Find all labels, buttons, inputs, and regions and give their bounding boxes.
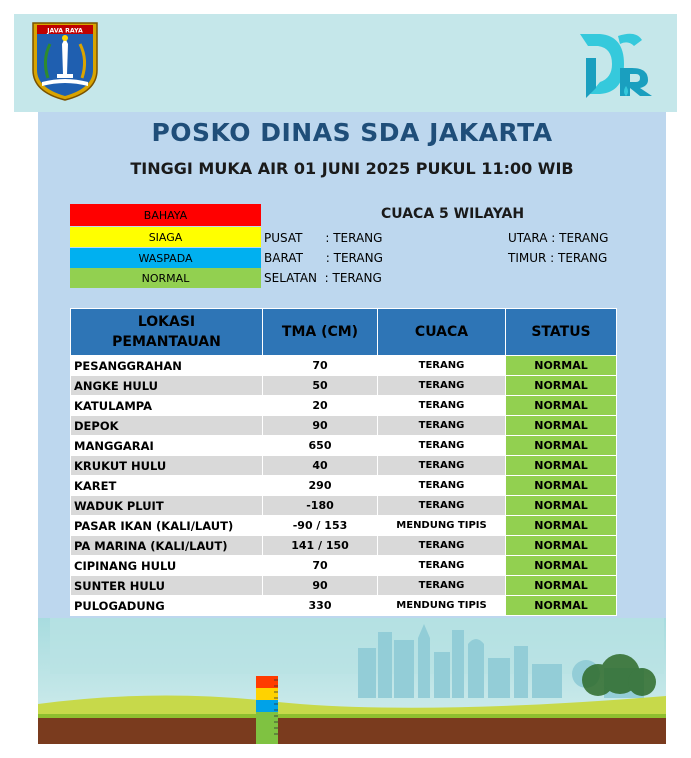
cell-cuaca: TERANG — [378, 436, 506, 456]
cell-cuaca: TERANG — [378, 456, 506, 476]
cell-lokasi: DEPOK — [71, 416, 263, 436]
emblem-text: JAVA RAYA — [47, 27, 83, 35]
cell-tma: 50 — [263, 376, 378, 396]
table-row — [71, 476, 617, 496]
table-body — [71, 356, 617, 616]
table-row — [71, 376, 617, 396]
header-status: STATUS — [506, 309, 617, 356]
cell-status: NORMAL — [506, 376, 617, 396]
weather-utara: UTARA : TERANG — [508, 231, 609, 245]
weather-title: CUACA 5 WILAYAH — [381, 206, 525, 222]
table-row — [71, 356, 617, 376]
header-cuaca: CUACA — [378, 309, 506, 356]
cell-lokasi: KRUKUT HULU — [71, 456, 263, 476]
cell-tma: 141 / 150 — [263, 536, 378, 556]
sda-logo — [578, 28, 658, 98]
cell-lokasi: CIPINANG HULU — [71, 556, 263, 576]
weather-barat: BARAT : TERANG — [264, 251, 383, 265]
cell-cuaca: TERANG — [378, 356, 506, 376]
cell-tma: -180 — [263, 496, 378, 516]
jakarta-emblem-logo — [30, 20, 100, 102]
cell-status: NORMAL — [506, 496, 617, 516]
cell-status: NORMAL — [506, 476, 617, 496]
cell-cuaca: TERANG — [378, 536, 506, 556]
table-row — [71, 516, 617, 536]
water-level-table — [70, 308, 617, 616]
cell-cuaca: MENDUNG TIPIS — [378, 596, 506, 616]
table-row — [71, 556, 617, 576]
cell-tma: 70 — [263, 356, 378, 376]
cell-tma: 40 — [263, 456, 378, 476]
header-tma: TMA (CM) — [263, 309, 378, 356]
legend-bahaya: BAHAYA — [70, 204, 261, 226]
table-row — [71, 456, 617, 476]
legend-waspada: WASPADA — [70, 248, 261, 268]
cell-status: NORMAL — [506, 516, 617, 536]
cell-cuaca: TERANG — [378, 396, 506, 416]
cell-status: NORMAL — [506, 396, 617, 416]
cell-lokasi: WADUK PLUIT — [71, 496, 263, 516]
header-lokasi-line1: LOKASI — [137, 314, 196, 330]
table-header-row — [71, 309, 617, 356]
cell-status: NORMAL — [506, 576, 617, 596]
cell-lokasi: KATULAMPA — [71, 396, 263, 416]
cell-tma: 330 — [263, 596, 378, 616]
table-row — [71, 436, 617, 456]
table-row — [71, 576, 617, 596]
table-row — [71, 416, 617, 436]
cell-status: NORMAL — [506, 596, 617, 616]
cell-lokasi: KARET — [71, 476, 263, 496]
cell-tma: 290 — [263, 476, 378, 496]
cell-lokasi: PULOGADUNG — [71, 596, 263, 616]
cell-tma: 20 — [263, 396, 378, 416]
cell-cuaca: MENDUNG TIPIS — [378, 516, 506, 536]
header-lokasi-line2: PEMANTAUAN — [112, 334, 221, 350]
page-title: POSKO DINAS SDA JAKARTA — [151, 118, 553, 147]
cell-tma: 70 — [263, 556, 378, 576]
legend-normal: NORMAL — [70, 268, 261, 288]
cell-status: NORMAL — [506, 416, 617, 436]
cell-lokasi: PASAR IKAN (KALI/LAUT) — [71, 516, 263, 536]
cell-cuaca: TERANG — [378, 416, 506, 436]
cell-cuaca: TERANG — [378, 376, 506, 396]
cell-cuaca: TERANG — [378, 556, 506, 576]
cell-lokasi: PESANGGRAHAN — [71, 356, 263, 376]
cell-tma: 650 — [263, 436, 378, 456]
cell-tma: 90 — [263, 416, 378, 436]
cell-lokasi: PA MARINA (KALI/LAUT) — [71, 536, 263, 556]
weather-selatan: SELATAN : TERANG — [264, 271, 382, 285]
cell-lokasi: ANGKE HULU — [71, 376, 263, 396]
cell-status: NORMAL — [506, 436, 617, 456]
cell-status: NORMAL — [506, 556, 617, 576]
weather-pusat: PUSAT : TERANG — [264, 231, 383, 245]
cell-cuaca: TERANG — [378, 476, 506, 496]
weather-timur: TIMUR : TERANG — [508, 251, 608, 265]
cell-lokasi: MANGGARAI — [71, 436, 263, 456]
cell-tma: -90 / 153 — [263, 516, 378, 536]
cell-lokasi: SUNTER HULU — [71, 576, 263, 596]
cell-status: NORMAL — [506, 456, 617, 476]
cell-status: NORMAL — [506, 536, 617, 556]
cell-cuaca: TERANG — [378, 576, 506, 596]
table-row — [71, 536, 617, 556]
header-lokasi — [71, 309, 263, 356]
cell-tma: 90 — [263, 576, 378, 596]
city-river-illustration — [38, 618, 666, 744]
page-subtitle: TINGGI MUKA AIR 01 JUNI 2025 PUKUL 11:00 WIB — [130, 159, 574, 178]
cell-status: NORMAL — [506, 356, 617, 376]
table-row — [71, 596, 617, 616]
legend-siaga: SIAGA — [70, 227, 261, 247]
table-row — [71, 496, 617, 516]
table-row — [71, 396, 617, 416]
cell-cuaca: TERANG — [378, 496, 506, 516]
